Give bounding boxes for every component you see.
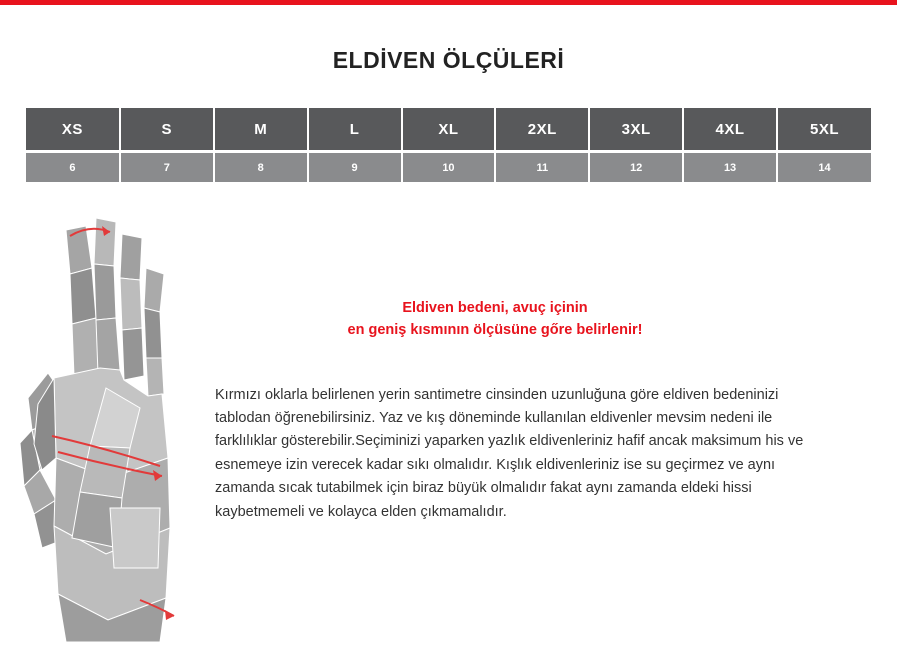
number-cell: 13 [683, 152, 777, 183]
size-cell: 4XL [683, 108, 777, 152]
highlight-note [215, 298, 815, 342]
page-title: ELDİVEN ÖLÇÜLERİ [332, 47, 565, 73]
table-row-sizes [26, 108, 871, 152]
hand-illustration [10, 208, 200, 648]
top-accent-bar [0, 0, 897, 5]
number-cell: 6 [26, 152, 120, 183]
size-cell: M [214, 108, 308, 152]
glove-size-table [26, 108, 871, 182]
highlight-line-2: en geniş kısmının ölçüsüne gőre belirlenir! [347, 321, 643, 338]
size-cell: XS [26, 108, 120, 152]
content-area [0, 208, 897, 658]
size-cell: L [308, 108, 402, 152]
number-cell: 7 [120, 152, 214, 183]
size-cell: 3XL [589, 108, 683, 152]
size-cell: 2XL [495, 108, 589, 152]
size-cell: S [120, 108, 214, 152]
number-cell: 10 [402, 152, 496, 183]
number-cell: 14 [777, 152, 871, 183]
table-row-numbers [26, 152, 871, 183]
size-cell: 5XL [777, 108, 871, 152]
number-cell: 11 [495, 152, 589, 183]
number-cell: 8 [214, 152, 308, 183]
highlight-line-1: Eldiven bedeni, avuç içinin [402, 300, 588, 316]
description-text: Kırmızı oklarla belirlenen yerin santimetre cinsinden uzunluğuna göre eldiven bedeninizi tablodan öğrenebilirsiniz. Yaz ve kış döneminde kullanılan eldivenler mevsim nedeni ile farklılıklar gösterebilir.Seçiminizi yaparken yazlık eldivenleriniz hafif ancak maksimum his ve esnemeye izin verecek kadar sıkı olmalıdır. Kışlık eldivenleriniz ise su geçirmez ve aynı zamanda sıcak tutabilmek için biraz büyük olmalıdır fakat aynı zamanda eldeki hissi kaybetmemeli ve kolayca elden çıkmamalıdır. [215, 386, 804, 520]
number-cell: 9 [308, 152, 402, 183]
text-column [215, 208, 815, 524]
number-cell: 12 [589, 152, 683, 183]
size-cell: XL [402, 108, 496, 152]
